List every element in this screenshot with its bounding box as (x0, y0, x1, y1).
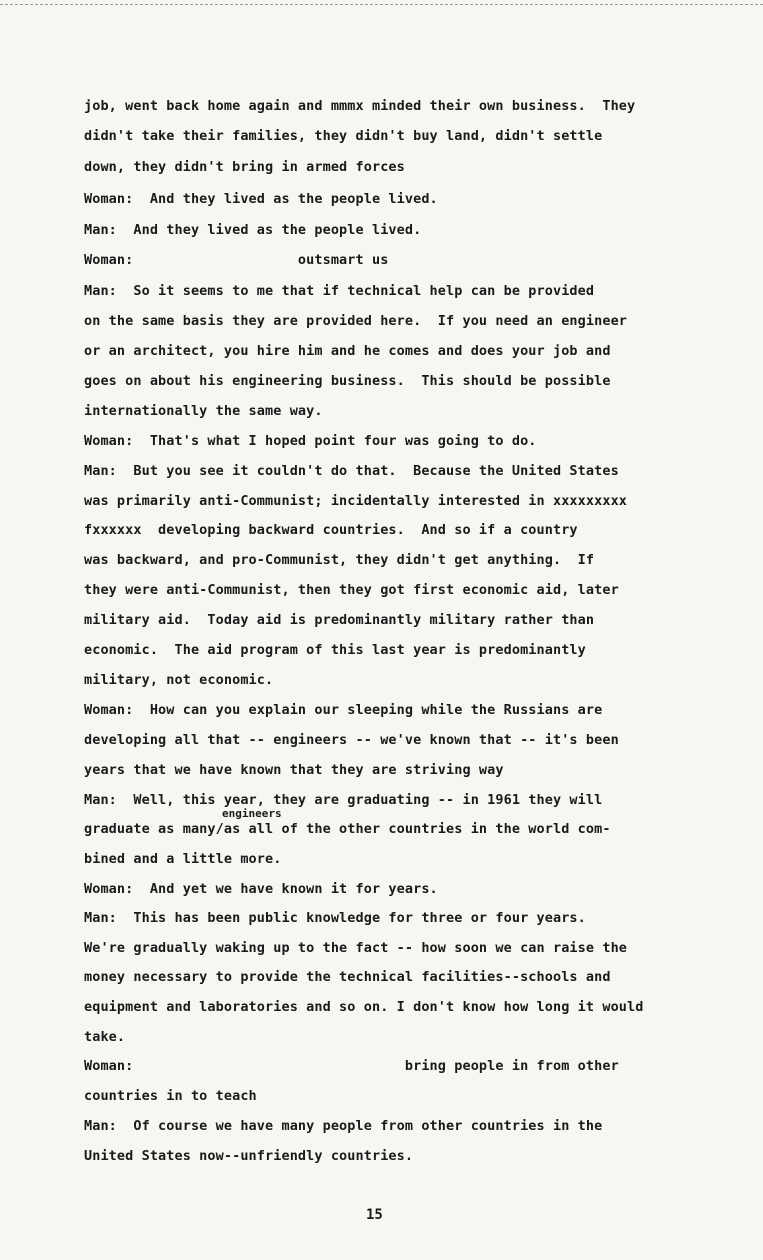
text-line: We're gradually waking up to the fact -- how soon we can raise the (84, 940, 628, 956)
page-number: 15 (366, 1207, 383, 1223)
text-line: Woman: That's what I hoped point four was going to do. (84, 433, 537, 449)
text-line: job, went back home again and mmmx minded their own business. They (84, 98, 636, 114)
text-line: on the same basis they are provided here. If you need an engineer (84, 313, 628, 329)
text-line: Woman: outsmart us (84, 252, 389, 268)
text-line: bined and a little more. (84, 851, 282, 867)
text-line: military aid. Today aid is predominantly military rather than (84, 612, 595, 628)
text-line: was backward, and pro-Communist, they didn't get anything. If (84, 552, 595, 568)
text-line: Man: But you see it couldn't do that. Because the United States (84, 463, 619, 479)
text-line: Woman: How can you explain our sleeping while the Russians are (84, 702, 603, 718)
text-line: Woman: bring people in from other (84, 1058, 619, 1074)
text-line: didn't take their families, they didn't buy land, didn't settle (84, 128, 603, 144)
text-line: take. (84, 1029, 126, 1045)
text-line: Man: Of course we have many people from other countries in the (84, 1118, 603, 1134)
text-line: money necessary to provide the technical facilities--schools and (84, 969, 611, 985)
text-line: down, they didn't bring in armed forces (84, 159, 405, 175)
text-line: fxxxxxx developing backward countries. And so if a country (84, 522, 578, 538)
text-line: goes on about his engineering business. This should be possible (84, 373, 611, 389)
text-line: countries in to teach (84, 1088, 257, 1104)
text-line: United States now--unfriendly countries. (84, 1148, 414, 1164)
text-line: military, not economic. (84, 672, 274, 688)
text-line: equipment and laboratories and so on. I don't know how long it would (84, 999, 644, 1015)
text-line: Man: This has been public knowledge for three or four years. (84, 910, 586, 926)
text-line: or an architect, you hire him and he comes and does your job and (84, 343, 611, 359)
handwritten-insertion: engineers (222, 807, 282, 820)
text-line: internationally the same way. (84, 403, 323, 419)
top-edge-rule (0, 4, 763, 5)
text-line: Man: So it seems to me that if technical help can be provided (84, 283, 595, 299)
text-line: Woman: And they lived as the people lived. (84, 191, 438, 207)
text-line: Woman: And yet we have known it for years. (84, 881, 438, 897)
text-line: graduate as many/as all of the other countries in the world com- (84, 821, 611, 837)
text-line: was primarily anti-Communist; incidentally interested in xxxxxxxxx (84, 493, 628, 509)
text-line: developing all that -- engineers -- we've known that -- it's been (84, 732, 619, 748)
text-line: Man: Well, this year, they are graduating -- in 1961 they will (84, 792, 603, 808)
text-line: economic. The aid program of this last year is predominantly (84, 642, 586, 658)
text-line: they were anti-Communist, then they got first economic aid, later (84, 582, 619, 598)
text-line: years that we have known that they are striving way (84, 762, 504, 778)
text-line: Man: And they lived as the people lived. (84, 222, 422, 238)
